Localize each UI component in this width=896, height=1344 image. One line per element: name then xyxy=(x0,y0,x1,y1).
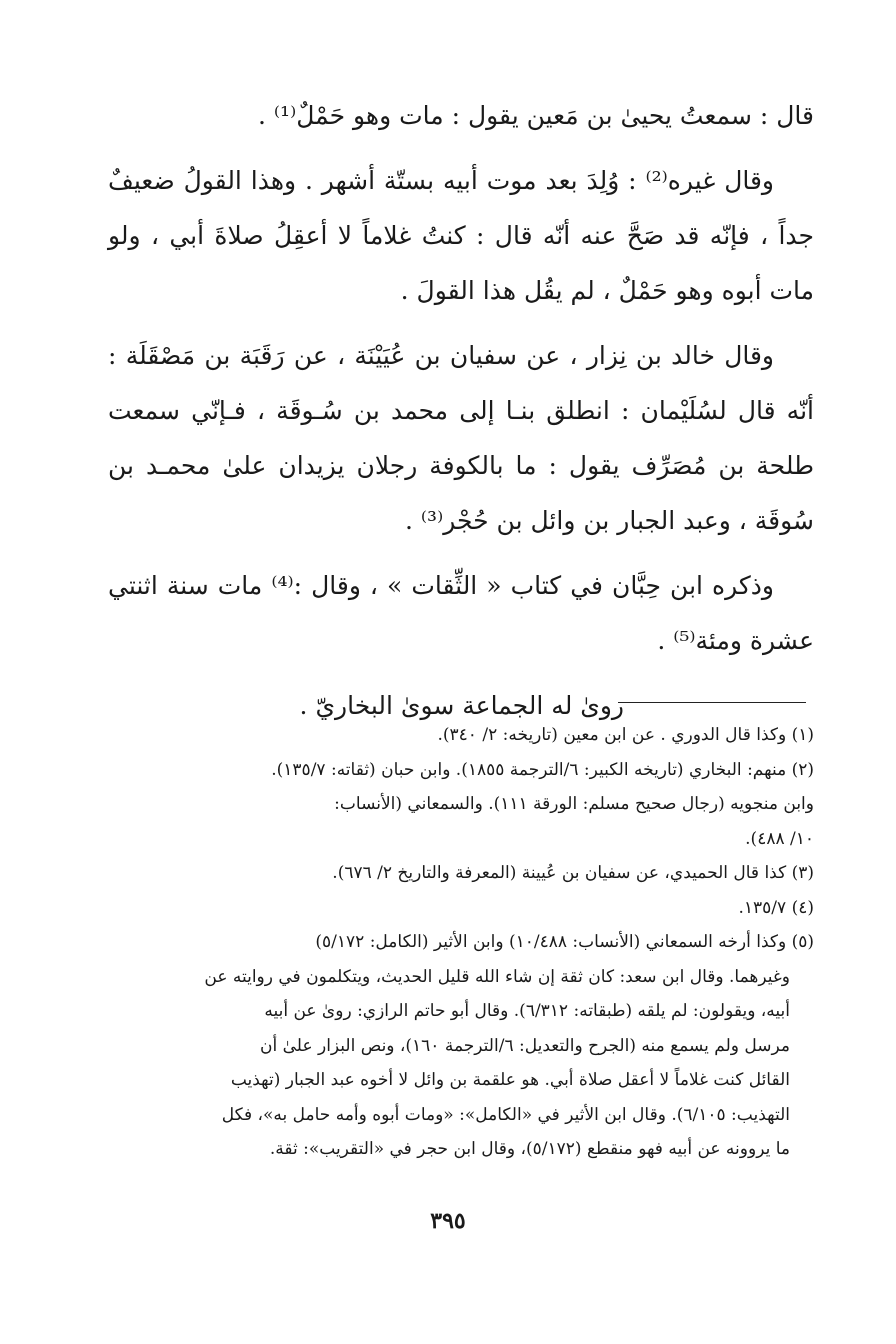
footnote-5-first-line: (٥) وكذا أرخه السمعاني (الأنساب: ١٠/٤٨٨) وابن الأثير (الكامل: ٥/١٧٢) xyxy=(315,932,814,952)
footnote-2: (٢) منهم: البخاري (تاريخه الكبير: ٦/الترجمة ١٨٥٥). وابن حبان (ثقاته: ١٣٥/٧). xyxy=(271,759,814,780)
footnote-5-line: القائل كنت غلاماً لا أعقل صلاة أبي. هو علقمة بن وائل لا أخوه عبد الجبار (تهذيب xyxy=(230,1070,790,1090)
footnote-3: (٣) كذا قال الحميدي، عن سفيان بن عُيينة (المعرفة والتاريخ ٢/ ٦٧٦). xyxy=(332,863,814,883)
footnote-4: (٤) ١٣٥/٧. xyxy=(738,897,814,918)
footnote-5-line: ما يروونه عن أبيه فهو منقطع (٥/١٧٢)، وقال ابن حجر في «التقريب»: ثقة. xyxy=(269,1139,790,1159)
paragraph: وقال غيره⁽²⁾ : وُلِدَ بعد موت أبيه بستّة أشهر . وهذا القولُ ضعيفٌ جداً ، فإنّه قد صَحَّ عنه أنّه قال : كنتُ غلاماً لا أعقِلُ صلاةَ أبي ، ولو مات أبوه وهو حَمْلٌ ، لم يقُل هذا القولَ . xyxy=(108,166,814,305)
footnote-divider xyxy=(618,702,806,703)
paragraph: وذكره ابن حِبَّان في كتاب « الثِّقات » ، وقال :⁽⁴⁾ مات سنة اثنتي عشرة ومئة⁽⁵⁾ . xyxy=(108,571,814,655)
main-text xyxy=(108,88,814,743)
footnote-5-line: أبيه، ويقولون: لم يلقه (طبقاته: ٦/٣١٢). وقال أبو حاتم الرازي: روىٰ عن أبيه xyxy=(264,1001,790,1021)
footnote-5-line: وغيرهما. وقال ابن سعد: كان ثقة إن شاء الله قليل الحديث، ويتكلمون في روايته عن xyxy=(204,966,790,987)
footnote-1: (١) وكذا قال الدوري . عن ابن معين (تاريخه: ٢/ ٣٤٠). xyxy=(437,725,814,745)
paragraph: وقال خالد بن نِزار ، عن سفيان بن عُيَيْنَة ، عن رَقَبَة بن مَصْقَلَة : أنّه قال لسُلَيْمان : انطلق بنـا إلى محمد بن سُـوقَة ، فـإنّي سمعت طلحة بن مُصَرِّف يقول : ما بالكوفة رجلان يزيدان علىٰ محمـد بن سُوقَة ، وعبد الجبار بن وائل بن حُجْر⁽³⁾ . xyxy=(108,341,814,535)
footnote-2-continuation: وابن منجويه (رجال صحيح مسلم: الورقة ١١١). والسمعاني (الأنساب: xyxy=(334,794,814,814)
footnotes xyxy=(108,718,814,1167)
footnote-5-line: مرسل ولم يسمع منه (الجرح والتعديل: ٦/الترجمة ١٦٠)، ونص البزار علىٰ أن xyxy=(260,1035,790,1056)
page-number: ٣٩٥ xyxy=(430,1208,466,1234)
paragraph: روىٰ له الجماعة سوىٰ البخاريّ . xyxy=(299,691,624,720)
footnote-2-continuation: ١٠/ ٤٨٨). xyxy=(745,828,814,849)
paragraph: قال : سمعتُ يحيىٰ بن مَعين يقول : مات وهو حَمْلٌ⁽¹⁾ . xyxy=(257,101,814,130)
footnote-5-line: التهذيب: ٦/١٠٥). وقال ابن الأثير في «الكامل»: «ومات أبوه وأمه حامل به»، فكل xyxy=(221,1104,790,1125)
footnote-5 xyxy=(108,925,814,1167)
